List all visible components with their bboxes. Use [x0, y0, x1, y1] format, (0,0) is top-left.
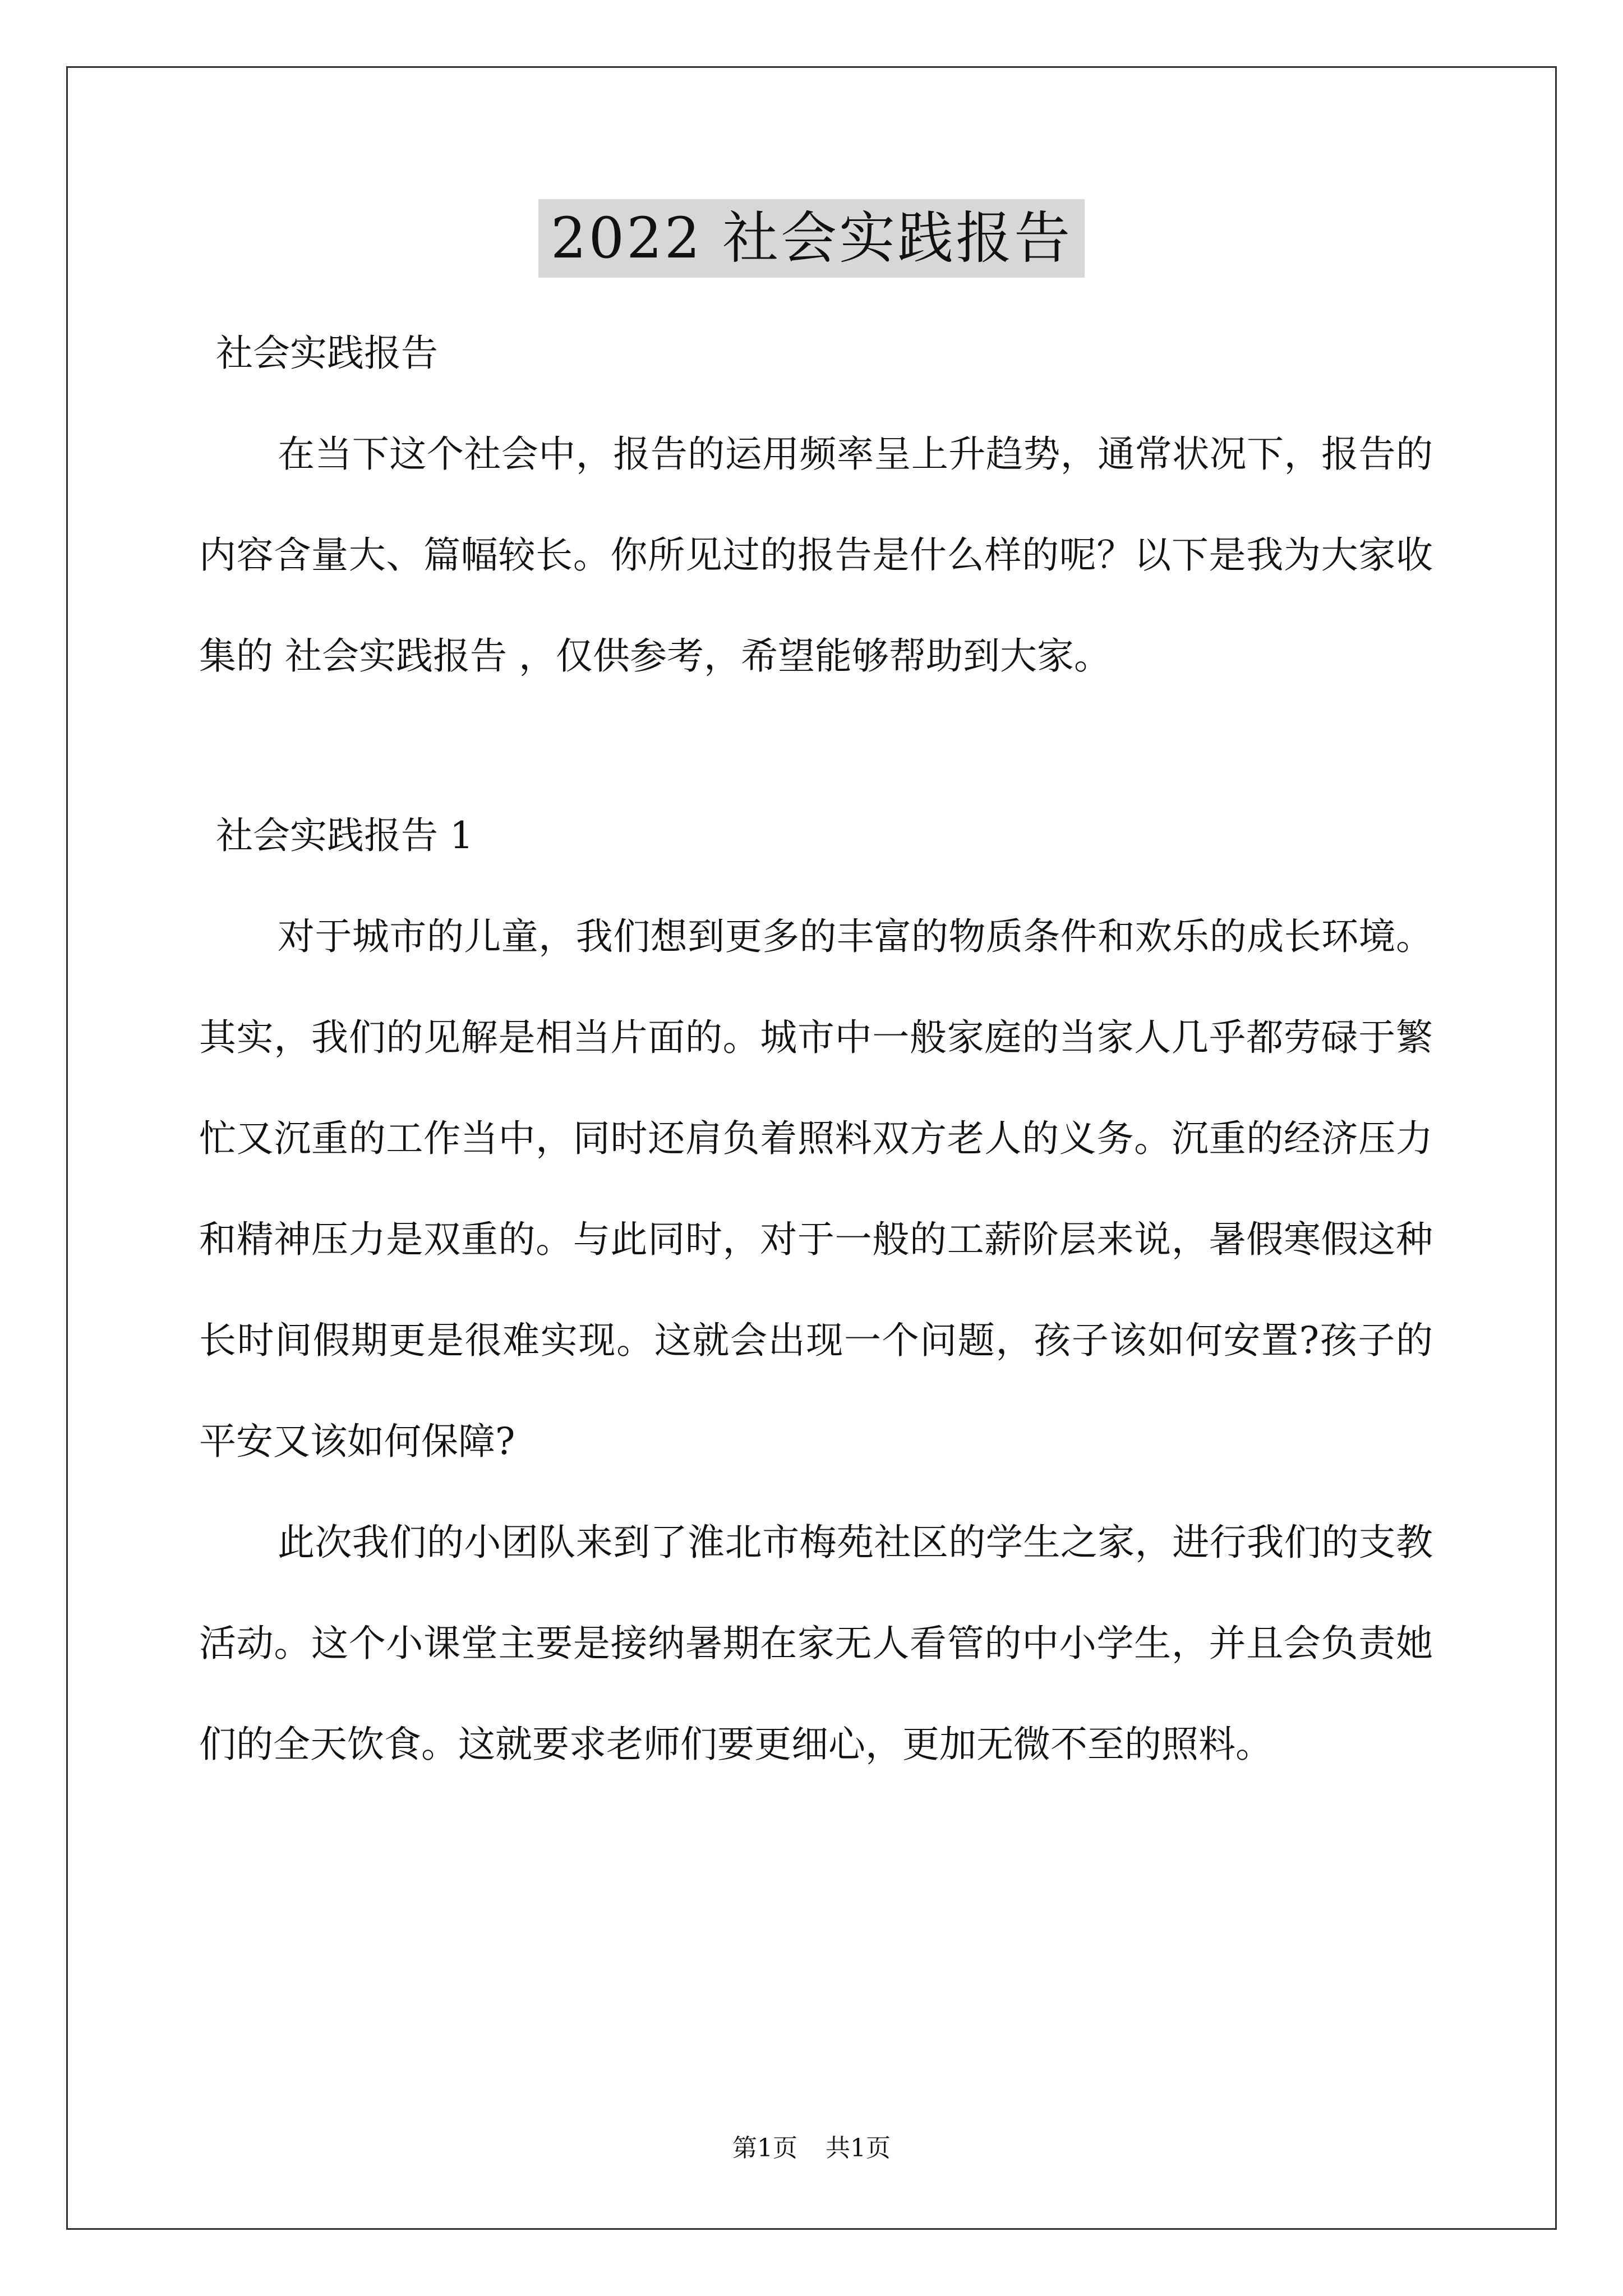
- intro-paragraph: 在当下这个社会中，报告的运用频率呈上升趋势，通常状况下，报告的内容含量大、篇幅较长。你所见过的报告是什么样的呢？以下是我为大家收集的 社会实践报告 ，仅供参考，希望能够帮助到大家。: [199, 432, 1433, 678]
- body-paragraph-1: 对于城市的儿童，我们想到更多的丰富的物质条件和欢乐的成长环境。其实，我们的见解是相当片面的。城市中一般家庭的当家人几乎都劳碌于繁忙又沉重的工作当中，同时还肩负着照料双方老人的义务。沉重的经济压力和精神压力是双重的。与此同时，对于一般的工薪阶层来说，暑假寒假这种长时间假期更是很难实现。这就会出现一个问题，孩子该如何安置?孩子的平安又该如何保障?: [199, 915, 1433, 1463]
- title-container: [0, 199, 1623, 278]
- section-spacer: [199, 707, 1433, 785]
- body-paragraph-2: 此次我们的小团队来到了淮北市梅苑社区的学生之家，进行我们的支教活动。这个小课堂主要是接纳暑期在家无人看管的中小学生，并且会负责她们的全天饮食。这就要求老师们要更细心，更加无微不至的照料。: [199, 1521, 1433, 1766]
- document-body: [199, 303, 1433, 1795]
- page-total: 共1页: [826, 2134, 891, 2162]
- document-title: 2022 社会实践报告: [538, 199, 1085, 278]
- intro-heading: 社会实践报告: [216, 332, 438, 375]
- section-heading: 社会实践报告 1: [216, 814, 473, 857]
- page-footer: [0, 2132, 1623, 2165]
- page-number: 第1页: [732, 2134, 797, 2162]
